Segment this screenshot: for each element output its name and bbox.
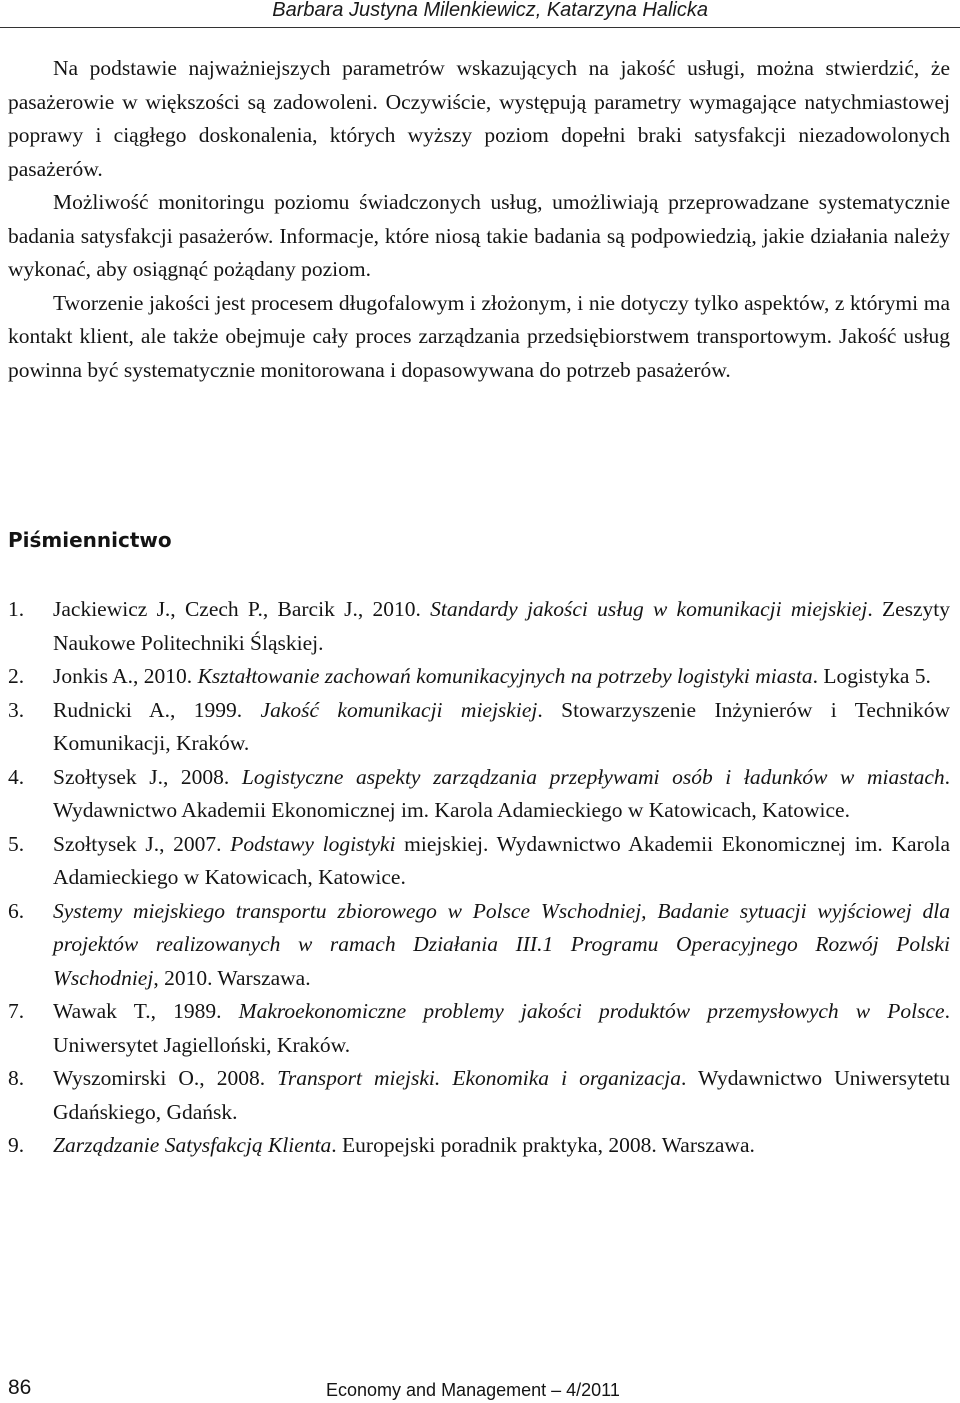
reference-source: . Wydawnictwo Uniwersytetu Gdańskiego, Gdańsk. (53, 1066, 950, 1124)
paragraph: Tworzenie jakości jest procesem długofalowym i złożonym, i nie dotyczy tylko aspektów, z którymi ma kontakt klient, ale także obejmuje cały proces zarządzania przedsiębiorstwem transportowym. Jakość usług powinna być systematycznie monitorowana i dopasowywana do potrzeb pasażerów. (8, 290, 950, 382)
reference-title: Jakość komunikacji miejskiej (260, 697, 538, 722)
reference-authors: Wyszomirski O., 2008. (53, 1066, 278, 1090)
reference-number: 2. (8, 664, 25, 688)
reference-item (8, 761, 950, 828)
reference-item (8, 828, 950, 895)
reference-authors: Jackiewicz J., Czech P., Barcik J., 2010. (53, 597, 431, 621)
reference-title: Makroekonomiczne problemy jakości produktów przemysłowych w Polsce (238, 999, 945, 1023)
page-number: 86 (8, 1376, 32, 1399)
reference-item (8, 895, 950, 996)
page-footer (8, 1375, 958, 1403)
reference-item (8, 694, 950, 761)
reference-number: 6. (8, 898, 25, 923)
bibliography-heading: Piśmiennictwo (8, 528, 172, 552)
reference-number: 9. (8, 1133, 25, 1157)
reference-title: Podstawy logistyki (230, 831, 396, 856)
reference-item (8, 995, 950, 1062)
header-divider (0, 27, 960, 28)
reference-list (8, 593, 950, 1163)
reference-number: 7. (8, 999, 25, 1023)
reference-item (8, 660, 950, 694)
reference-authors: Szołtysek J., 2007. (53, 831, 231, 856)
reference-authors: Wawak T., 1989. (53, 999, 239, 1023)
reference-authors: Rudnicki A., 1999. (53, 697, 261, 722)
reference-source: . Uniwersytet Jagielloński, Kraków. (53, 999, 950, 1057)
paragraph: Na podstawie najważniejszych parametrów wskazujących na jakość usługi, można stwierdzić, że pasażerowie w większości są zadowoleni. Oczywiście, występują parametry wymagające natychmiastowej poprawy i ciągłego doskonalenia, których wyższy poziom dopełni braki satysfakcji niezadowolonych pasażerów. (8, 56, 950, 181)
reference-authors: Jonkis A., 2010. (53, 664, 198, 688)
reference-title: Systemy miejskiego transportu zbiorowego w Polsce Wschodniej, Badanie sytuacji wyjściowej dla projektów realizowanych w ramach Działania III.1 Programu Operacyjnego Rozwój Polski Wschodniej (53, 898, 950, 990)
reference-title: Standardy jakości usług w komunikacji miejskiej (430, 597, 868, 621)
reference-authors: Szołtysek J., 2008. (53, 764, 242, 789)
reference-number: 1. (8, 597, 25, 621)
reference-item (8, 1062, 950, 1129)
reference-source: . Logistyka 5. (812, 664, 931, 688)
reference-title: Transport miejski. Ekonomika i organizacja (277, 1066, 682, 1090)
reference-number: 8. (8, 1066, 25, 1090)
reference-title: Kształtowanie zachowań komunikacyjnych na potrzeby logistyki miasta (197, 664, 813, 688)
reference-source: miejskiej. Wydawnictwo Akademii Ekonomicznej im. Karola Adamieckiego w Katowicach, Katowice. (53, 831, 950, 889)
reference-source: . Wydawnictwo Akademii Ekonomicznej im. Karola Adamieckiego w Katowicach, Katowice. (53, 764, 950, 822)
reference-number: 3. (8, 697, 25, 722)
body-text (8, 52, 950, 387)
reference-source: . Stowarzyszenie Inżynierów i Techników Komunikacji, Kraków. (53, 697, 950, 755)
reference-item (8, 593, 950, 660)
reference-source: , 2010. Warszawa. (153, 965, 311, 990)
running-header-authors: Barbara Justyna Milenkiewicz, Katarzyna Halicka (272, 0, 708, 21)
reference-number: 5. (8, 831, 25, 856)
journal-name: Economy and Management – 4/2011 (326, 1380, 620, 1400)
reference-source: . Europejski poradnik praktyka, 2008. Warszawa. (331, 1133, 755, 1157)
reference-title: Zarządzanie Satysfakcją Klienta (53, 1133, 332, 1157)
reference-title: Logistyczne aspekty zarządzania przepływami osób i ładunków w miastach (241, 764, 945, 789)
reference-number: 4. (8, 764, 25, 789)
reference-item (8, 1129, 950, 1163)
reference-source: . Zeszyty Naukowe Politechniki Śląskiej. (53, 597, 951, 655)
paragraph: Możliwość monitoringu poziomu świadczonych usług, umożliwiają przeprowadzane systematycznie badania satysfakcji pasażerów. Informacje, które niosą takie badania są podpowiedzią, jakie działania należy wykonać, aby osiągnąć pożądany poziom. (8, 190, 950, 281)
